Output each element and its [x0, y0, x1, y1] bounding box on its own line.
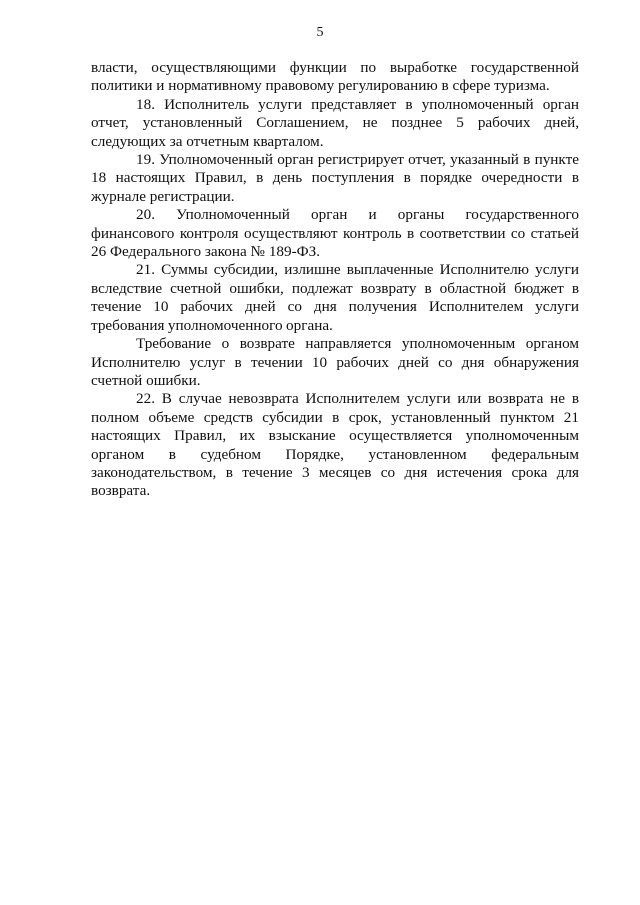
paragraph-18: 18. Исполнитель услуги представляет в уполномоченный орган отчет, установленный Соглашением, не позднее 5 рабочих дней, следующих за отчетным кварталом.	[91, 95, 579, 150]
paragraph-20: 20. Уполномоченный орган и органы государственного финансового контроля осуществляют контроль в соответствии со статьей 26 Федерального закона № 189-ФЗ.	[91, 206, 579, 261]
paragraph-continuation: власти, осуществляющими функции по выработке государственной политики и нормативному правовому регулированию в сфере туризма.	[91, 59, 579, 95]
page-number: 5	[316, 25, 324, 40]
paragraph-21: 21. Суммы субсидии, излишне выплаченные Исполнителю услуги вследствие счетной ошибки, подлежат возврату в областной бюджет в течение 10 рабочих дней со дня получения Исполнителем услуги требования уполномоченного органа.	[91, 261, 579, 334]
paragraph-21-requirement: Требование о возврате направляется уполномоченным органом Исполнителю услуг в течении 10 рабочих дней со дня обнаружения счетной ошибки.	[91, 335, 579, 389]
document-body	[91, 59, 579, 501]
paragraph-22: 22. В случае невозврата Исполнителем услуги или возврата не в полном объеме средств субсидии в срок, установленный пунктом 21 настоящих Правил, их взыскание осуществляется уполномоченным органом в судебном Порядке, установленном федеральным законодательством, в течение 3 месяцев со дня истечения срока для возврата.	[91, 390, 579, 500]
paragraph-19: 19. Уполномоченный орган регистрирует отчет, указанный в пункте 18 настоящих Правил, в день поступления в порядке очередности в журнале регистрации.	[91, 151, 579, 205]
